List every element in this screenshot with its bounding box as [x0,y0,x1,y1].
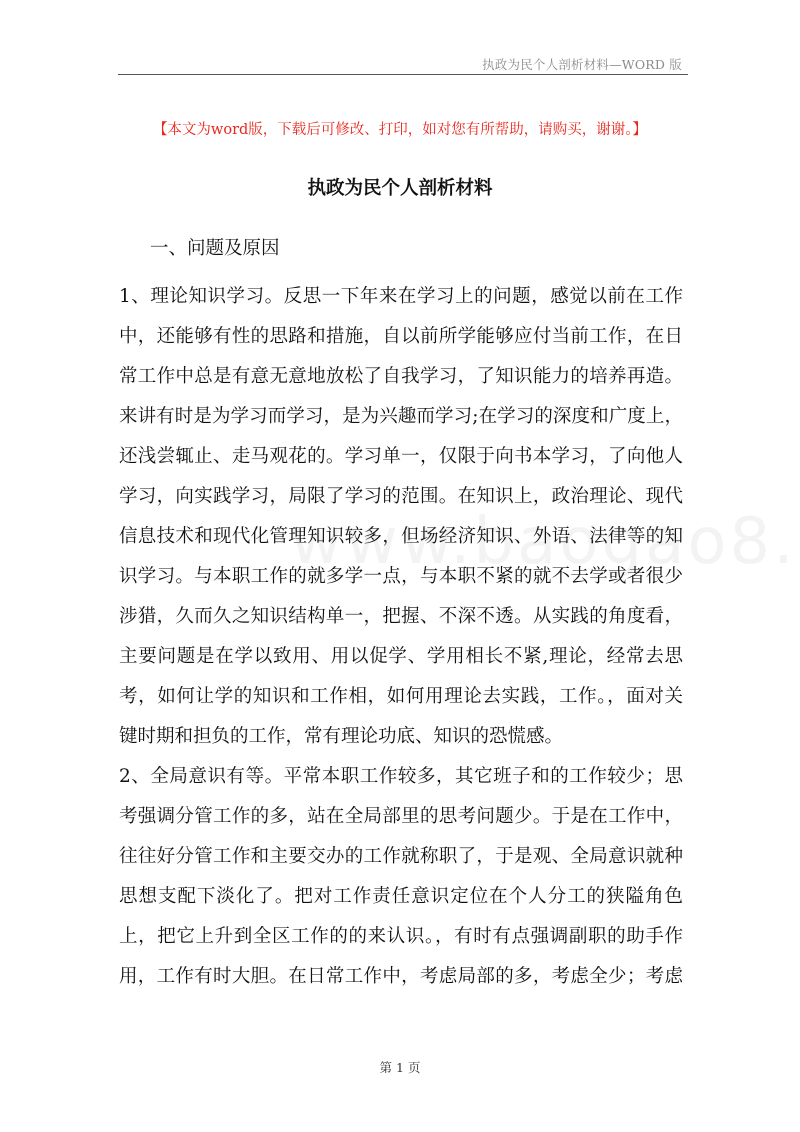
paragraph-2-line: 往往好分管工作和主要交办的工作就称职了，于是观、全局意识就种 [119,846,683,867]
paragraph-1-line: 1、理论知识学习。反思一下年来在学习上的问题，感觉以前在工作 [119,286,683,307]
paragraph-2-line: 思想支配下淡化了。把对工作责任意识定位在个人分工的狭隘角色 [119,886,683,907]
section-heading: 一、问题及原因 [150,238,280,259]
header-divider [118,74,688,75]
paragraph-2-line: 考强调分管工作的多，站在全局部里的思考问题少。于是在工作中， [119,806,683,827]
document-title: 执政为民个人剖析材料 [307,178,493,199]
page-number: 第 1 页 [379,1060,421,1075]
paragraph-1-line: 涉猎，久而久之知识结构单一，把握、不深不透。从实践的角度看， [119,606,683,627]
paragraph-2-line: 2、全局意识有等。平常本职工作较多，其它班子和的工作较少；思 [119,766,683,787]
paragraph-1-line: 键时期和担负的工作，常有理论功底、知识的恐慌感。 [119,726,564,747]
paragraph-1-line: 常工作中总是有意无意地放松了自我学习，了知识能力的培养再造。 [119,366,683,387]
paragraph-1-line: 信息技术和现代化管理知识较多，但场经济知识、外语、法律等的知 [119,526,683,547]
running-header: 执政为民个人剖析材料—WORD 版 [482,57,682,72]
paragraph-1-line: 学习，向实践学习，局限了学习的范围。在知识上，政治理论、现代 [119,486,683,507]
paragraph-1-line: 来讲有时是为学习而学习，是为兴趣而学习;在学习的深度和广度上， [119,406,683,427]
paragraph-1-line: 考，如何让学的知识和工作相，如何用理论去实践，工作。，面对关 [119,686,683,707]
paragraph-2-line: 上，把它上升到全区工作的的来认识。，有时有点强调副职的助手作 [119,926,683,947]
paragraph-1-line: 中，还能够有性的思路和措施，自以前所学能够应付当前工作，在日 [119,326,683,347]
paragraph-1-line: 主要问题是在学以致用、用以促学、学用相长不紧,理论，经常去思 [119,646,683,667]
paragraph-1-line: 还浅尝辄止、走马观花的。学习单一，仅限于向书本学习，了向他人 [119,446,683,467]
paragraph-2-line: 用，工作有时大胆。在日常工作中，考虑局部的多，考虑全少；考虑 [119,966,683,987]
paragraph-1-line: 识学习。与本职工作的就多学一点，与本职不紧的就不去学或者很少 [119,566,683,587]
purchase-notice: 【本文为word版，下载后可修改、打印，如对您有所帮助，请购买，谢谢。】 [152,122,648,138]
